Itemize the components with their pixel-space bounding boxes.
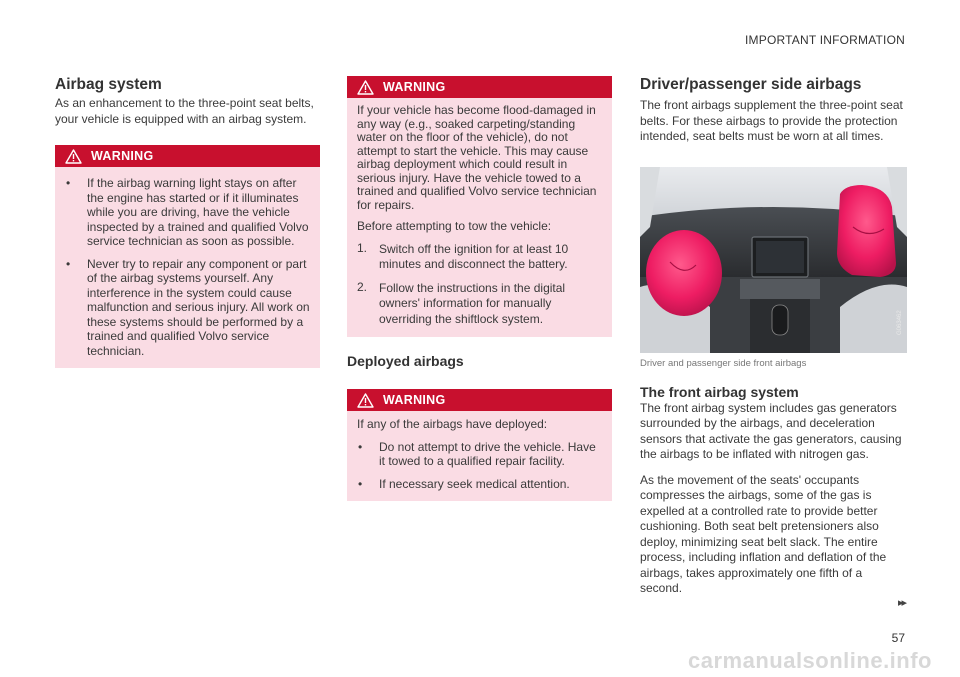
airbag-illustration (640, 167, 907, 353)
page-header-title: IMPORTANT INFORMATION (745, 33, 905, 47)
column-middle (347, 76, 612, 501)
warning-triangle-icon (65, 149, 82, 164)
bullet-text: Do not attempt to drive the vehicle. Have it towed to a qualified repair facility. (379, 439, 596, 468)
list-item (357, 242, 602, 273)
warning-header (347, 76, 612, 98)
tow-steps-list (357, 242, 602, 328)
car-interior-image (640, 167, 907, 353)
column-left (55, 76, 320, 368)
list-item (65, 257, 310, 359)
bullet-text: If the airbag warning light stays on after the engine has started or if it illuminates while you are driving, have the vehicle inspected by a trained and qualified Volvo service technician as soon as possible. (87, 176, 309, 248)
warning-label: WARNING (383, 393, 446, 407)
front-airbags-heading: Driver/passenger side airbags (640, 76, 862, 93)
column-right (640, 76, 907, 597)
list-item (357, 281, 602, 328)
watermark-text: carmanualsonline.info (688, 648, 932, 673)
deployed-intro-text: If any of the airbags have deployed: (357, 417, 548, 431)
image-code: G063462 (897, 309, 903, 335)
deployed-bullet-list (357, 440, 602, 492)
warning-label: WARNING (91, 149, 154, 163)
warning-box-flood (347, 76, 612, 337)
front-airbag-paragraph-1: The front airbag system includes gas generators surrounded by the airbags, and deceleration sensors that activate the gas generators, causing the airbags to be inflated with nitrogen gas. (640, 400, 902, 461)
passenger-airbag-shape (837, 185, 896, 277)
step-text: Follow the instructions in the digital owners' information for manually overriding the shiftlock system. (379, 280, 566, 326)
airbag-system-heading: Airbag system (55, 76, 162, 93)
bullet-icon: • (66, 176, 71, 190)
page-number: 57 (891, 631, 905, 645)
warning-body (347, 98, 612, 337)
step-text: Switch off the ignition for at least 10 minutes and disconnect the battery. (379, 241, 569, 271)
front-airbag-paragraph-2: As the movement of the seats' occupants compresses the airbags, some of the gas is expelled at a controlled rate to provide better cushioning. Both seat belt pretensioners also deploy, minimizing seat belt slack. The entire process, including inflation and deflation of the airbags, takes approximately one fifth of a second. (640, 472, 887, 595)
front-airbags-intro: The front airbags supplement the three-point seat belts. For these airbags to provide the protection intended, seat belts must be worn at all times. (640, 98, 903, 143)
list-item (357, 440, 602, 469)
step-number: 1. (357, 240, 368, 255)
deployed-airbags-heading: Deployed airbags (347, 353, 464, 369)
continue-arrows-icon: ▸▸ (897, 597, 905, 609)
airbag-system-intro: As an enhancement to the three-point seat belts, your vehicle is equipped with an airbag system. (55, 96, 314, 126)
warning-box-deployed (347, 389, 612, 501)
bullet-text: Never try to repair any component or part of the airbag systems yourself. Any interference in the system could cause malfunction and serious injury. All work on these systems should be performed by a trained and qualified Volvo service technician. (87, 256, 310, 358)
step-number: 2. (357, 279, 368, 294)
warning-box-airbag (55, 145, 320, 368)
warning-header (347, 389, 612, 411)
tow-intro-text: Before attempting to tow the vehicle: (357, 219, 552, 233)
bullet-icon: • (66, 256, 71, 271)
warning-triangle-icon (357, 393, 374, 408)
warning-label: WARNING (383, 80, 446, 94)
warning-triangle-icon (357, 80, 374, 95)
image-caption: Driver and passenger side front airbags (640, 357, 807, 369)
flood-warning-text: If your vehicle has become flood-damaged in any way (e.g., soaked carpeting/standing water on the floor of the vehicle), do not attempt to start the vehicle. This may cause airbag deployment which could result in serious injury. Have the vehicle towed to a trained and qualified Volvo service technician for repairs. (357, 103, 597, 212)
warning-bullet-list (65, 176, 310, 358)
bullet-icon: • (358, 439, 363, 454)
list-item (65, 176, 310, 249)
bullet-icon: • (358, 476, 363, 491)
driver-airbag-shape (646, 230, 722, 316)
warning-body (55, 167, 320, 368)
front-airbag-system-heading: The front airbag system (640, 383, 799, 400)
list-item (357, 477, 602, 492)
bullet-text: If necessary seek medical attention. (379, 476, 570, 491)
warning-header (55, 145, 320, 167)
warning-body (347, 411, 612, 501)
